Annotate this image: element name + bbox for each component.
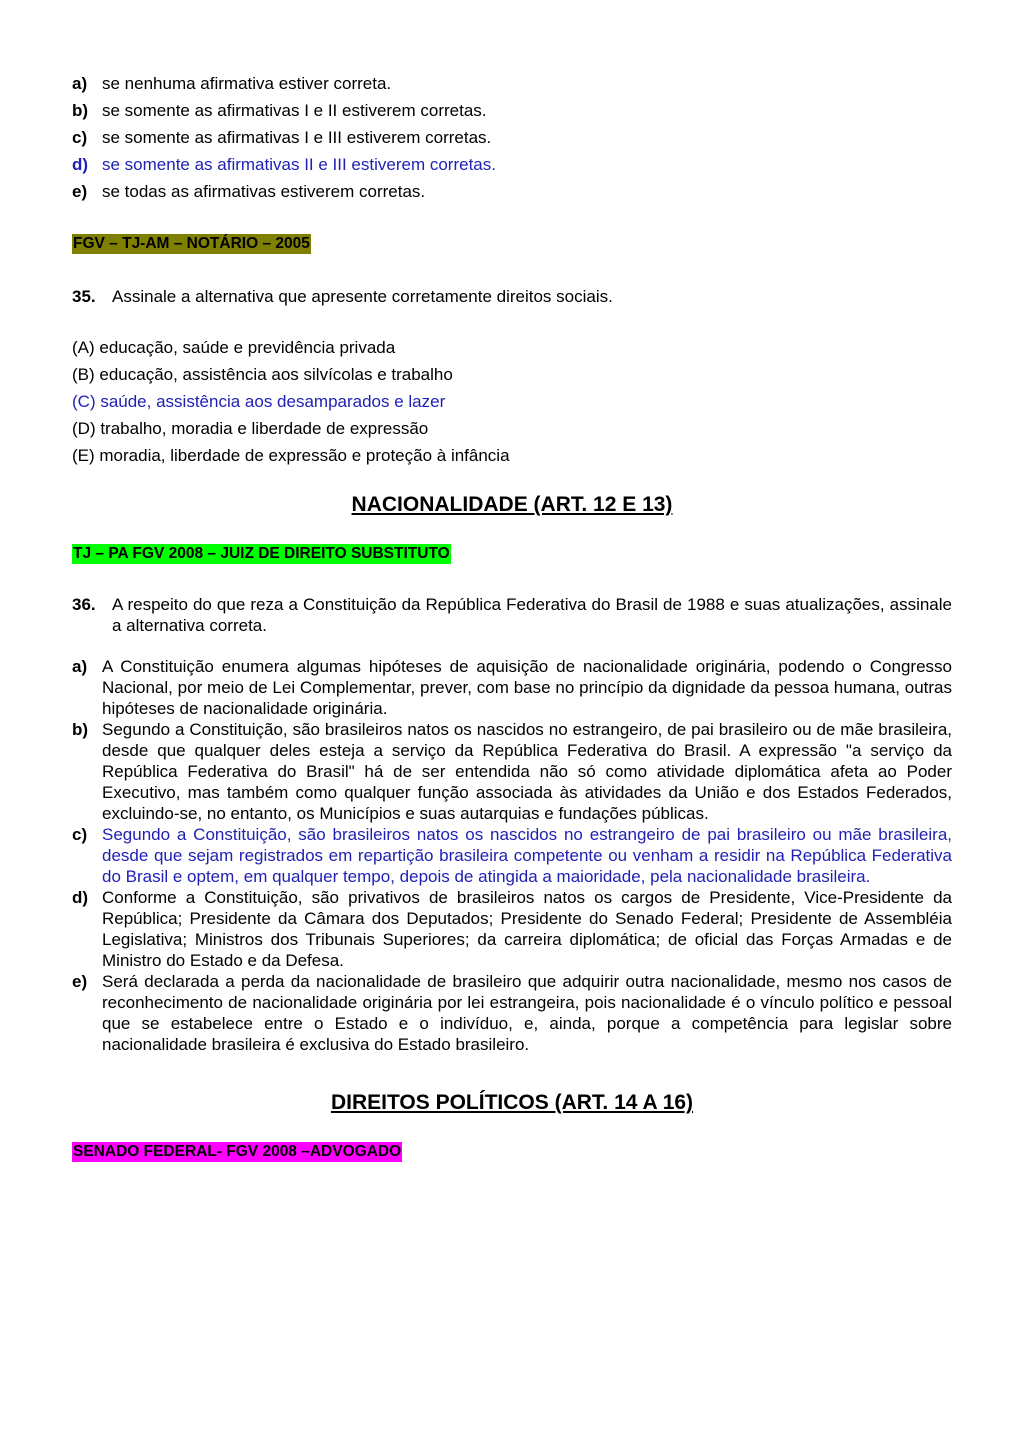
q35-option-d: (D) trabalho, moradia e liberdade de expressão bbox=[72, 419, 429, 438]
question-35: 35. Assinale a alternativa que apresente corretamente direitos sociais. bbox=[72, 287, 613, 306]
q35-option-c-correct: (C) saúde, assistência aos desamparados e lazer bbox=[72, 392, 446, 411]
question-36-options bbox=[72, 656, 952, 1055]
exam-source-tag-2: TJ – PA FGV 2008 – JUIZ DE DIREITO SUBSTITUTO bbox=[73, 545, 450, 562]
option-d-correct: d) se somente as afirmativas II e III estiverem corretas. bbox=[72, 155, 496, 174]
q36-option-c-correct: c) Segundo a Constituição, são brasileiros natos os nascidos no estrangeiro de pai brasileiro ou mãe brasileira, desde que sejam registrados em repartição brasileira competente ou venham a residir na República Federativa do Brasil e optem, em qualquer tempo, depois de atingida a maioridade, pela nacionalidade brasileira. bbox=[72, 825, 952, 886]
q35-option-b: (B) educação, assistência aos silvícolas e trabalho bbox=[72, 365, 453, 384]
question-35-options bbox=[72, 334, 952, 469]
section-heading-nacionalidade: NACIONALIDADE (ART. 12 E 13) bbox=[351, 493, 673, 516]
q35-option-e: (E) moradia, liberdade de expressão e proteção à infância bbox=[72, 446, 510, 465]
exam-source-tag-3: SENADO FEDERAL- FGV 2008 –ADVOGADO bbox=[73, 1143, 402, 1160]
option-a: a) se nenhuma afirmativa estiver correta. bbox=[72, 74, 392, 93]
option-b: b) se somente as afirmativas I e II estiverem corretas. bbox=[72, 101, 487, 120]
section-heading-direitos-politicos: DIREITOS POLÍTICOS (ART. 14 A 16) bbox=[330, 1091, 694, 1114]
q36-option-d: d) Conforme a Constituição, são privativos de brasileiros natos os cargos de Presidente, Vice-Presidente da República; Presidente da Câmara dos Deputados; Presidente do Senado Federal; Presidente de Assembléia Legislativa; Ministros dos Tribunais Superiores; da carreira diplomática; de oficial das Forças Armadas e de Ministro do Estado e da Defesa. bbox=[72, 888, 952, 970]
exam-source-tag-1: FGV – TJ-AM – NOTÁRIO – 2005 bbox=[73, 235, 310, 252]
question-36: 36. A respeito do que reza a Constituição da República Federativa do Brasil de 1988 e suas atualizações, assinale a alternativa correta. bbox=[72, 595, 952, 635]
document-page bbox=[72, 70, 952, 1162]
intro-options bbox=[72, 70, 952, 205]
option-c: c) se somente as afirmativas I e III estiverem corretas. bbox=[72, 128, 492, 147]
option-e: e) se todas as afirmativas estiverem corretas. bbox=[72, 182, 426, 201]
q35-option-a: (A) educação, saúde e previdência privada bbox=[72, 338, 396, 357]
q36-option-e: e) Será declarada a perda da nacionalidade de brasileiro que adquirir outra nacionalidade, mesmo nos casos de reconhecimento de nacionalidade originária por lei estrangeira, pois nacionalidade é o vínculo político e pessoal que se estabelece entre o Estado e o indivíduo, e, ainda, porque a competência para legislar sobre nacionalidade brasileira é exclusiva do Estado brasileiro. bbox=[72, 972, 952, 1054]
q36-option-b: b) Segundo a Constituição, são brasileiros natos os nascidos no estrangeiro, de pai brasileiro ou de mãe brasileira, desde que qualquer deles esteja a serviço da República Federativa do Brasil. A expressão "a serviço da República Federativa do Brasil" há de ser entendida não só como atividade diplomática afeta ao Poder Executivo, mas também como qualquer função associada às atividades da União e dos Estados Federados, excluindo-se, no entanto, os Municípios e suas autarquias e fundações públicas. bbox=[72, 720, 952, 823]
q36-option-a: a) A Constituição enumera algumas hipóteses de aquisição de nacionalidade originária, podendo o Congresso Nacional, por meio de Lei Complementar, prever, com base no princípio da dignidade da pessoa humana, outras hipóteses de nacionalidade originária. bbox=[72, 657, 952, 718]
